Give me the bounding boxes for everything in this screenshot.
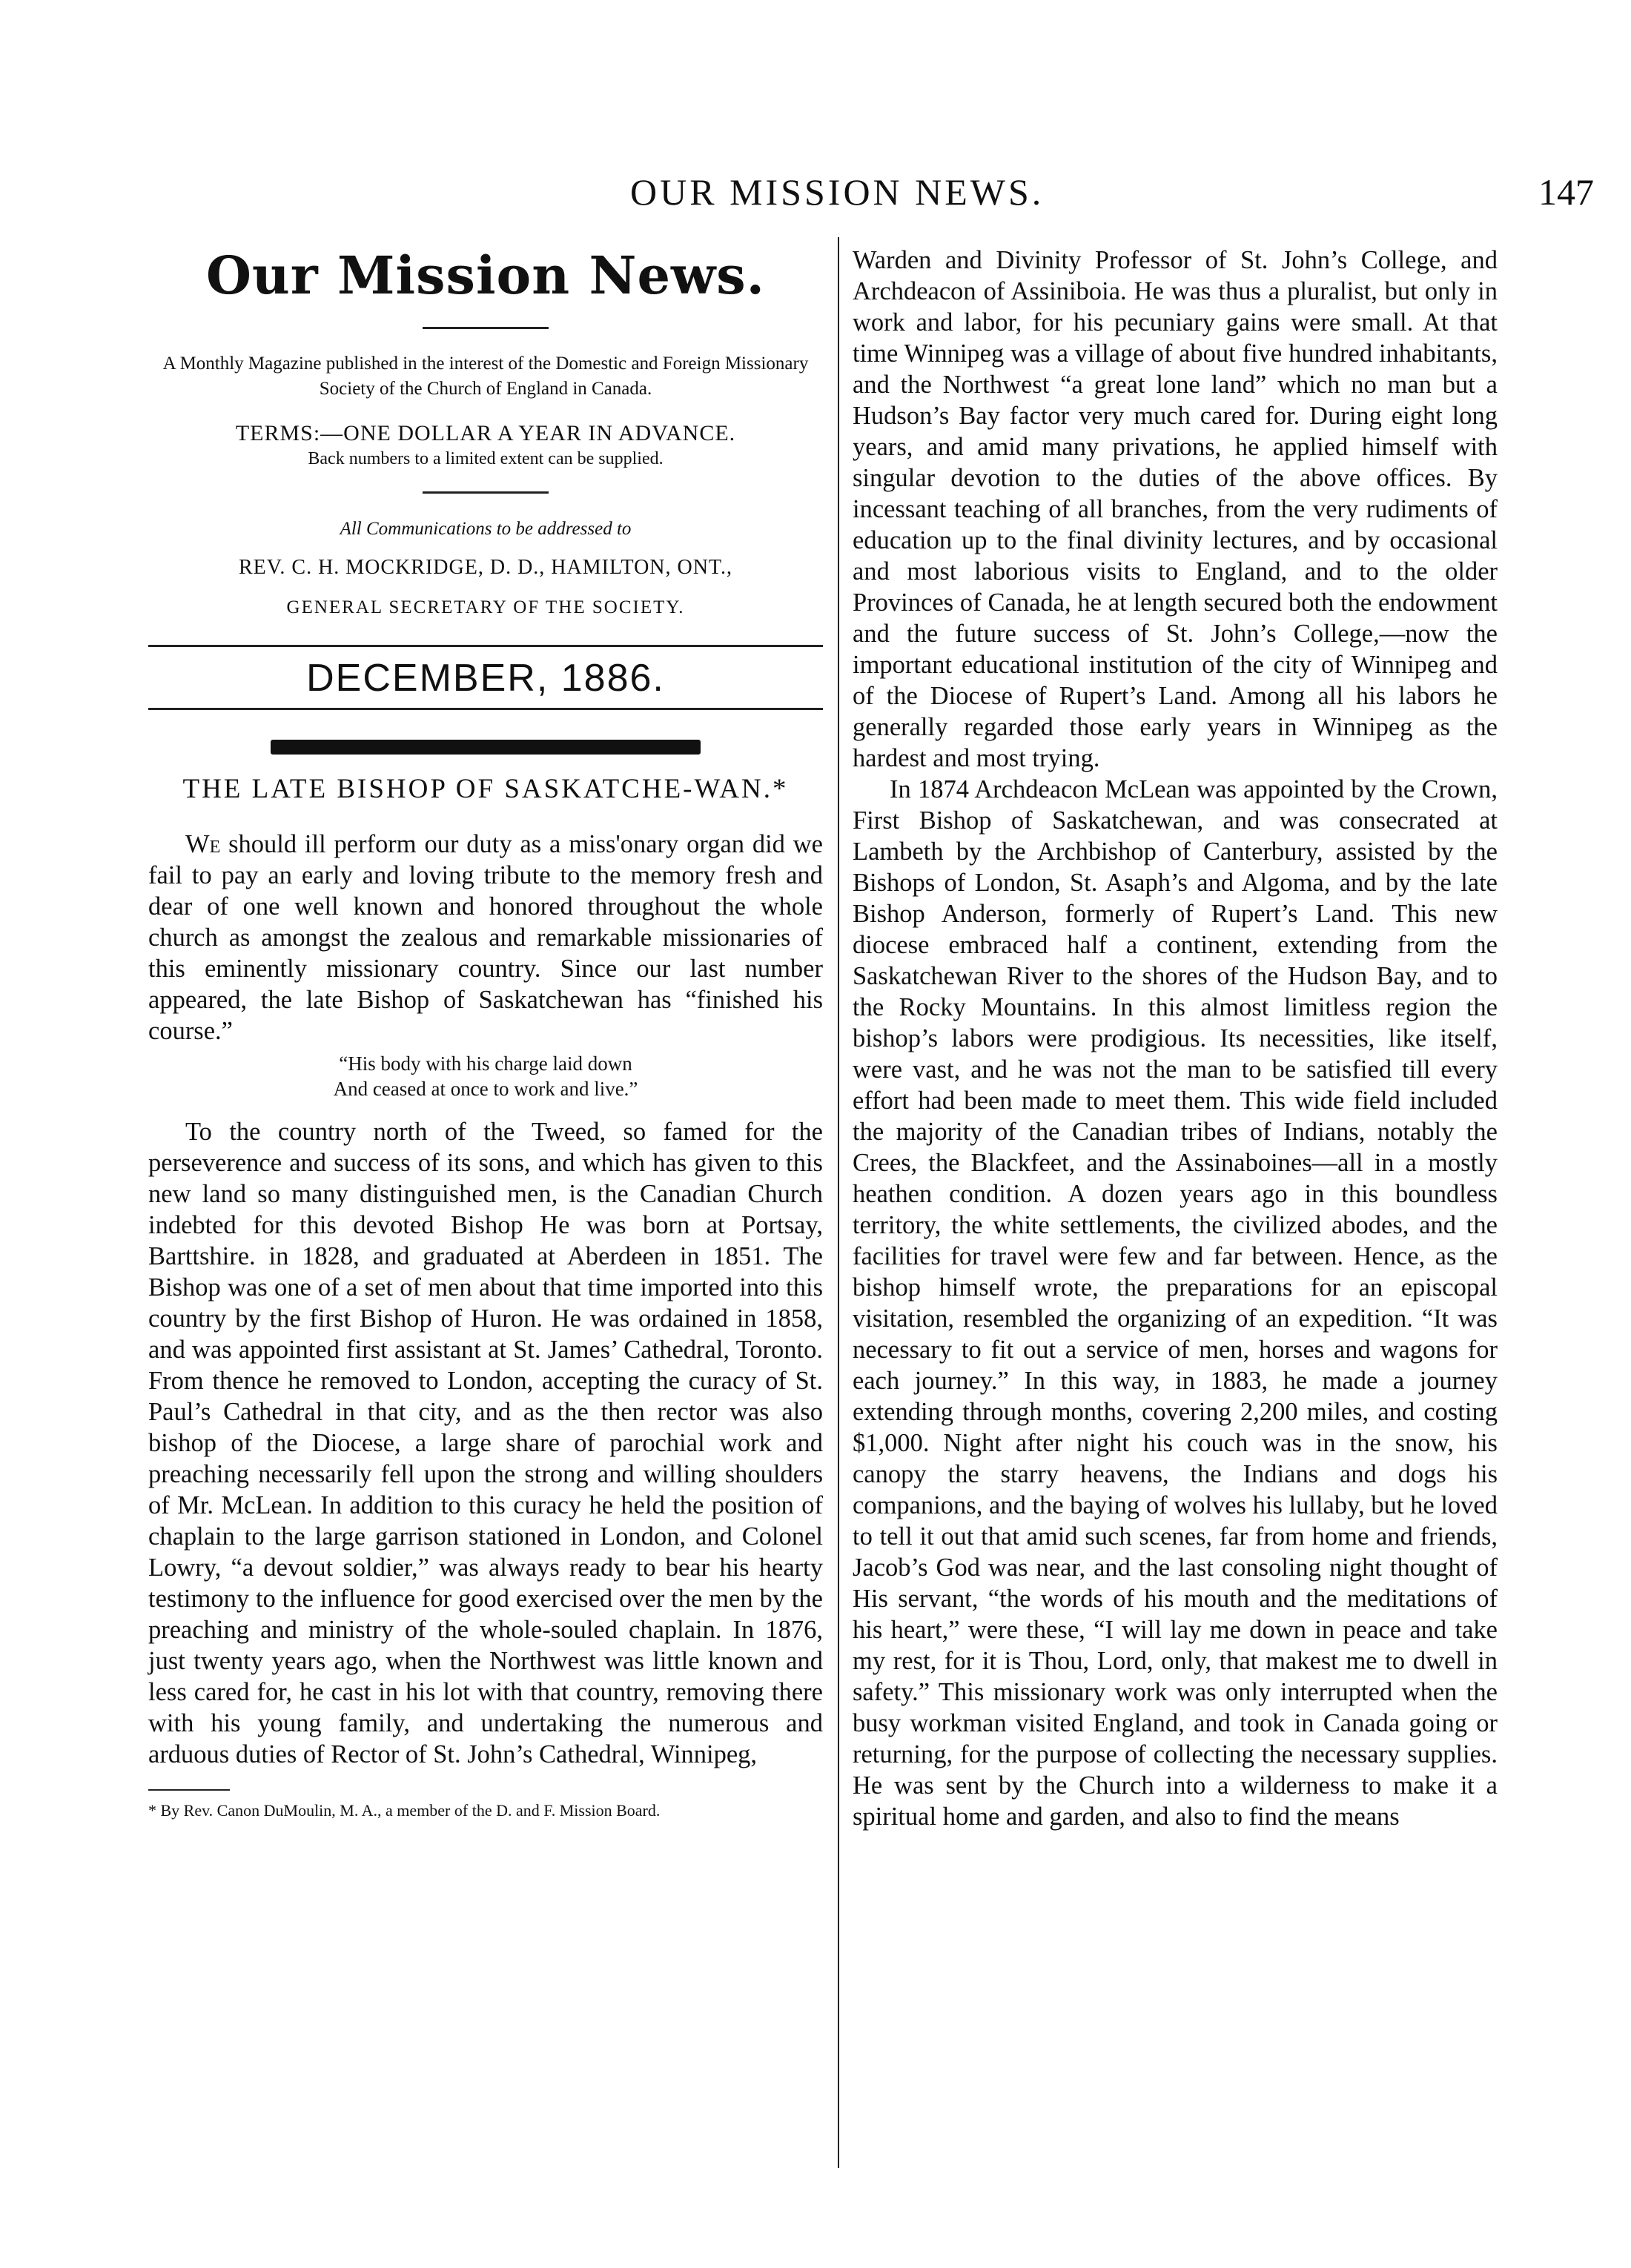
left-column bbox=[148, 245, 823, 1820]
running-header bbox=[171, 170, 1594, 222]
verse-quote bbox=[148, 1051, 823, 1101]
page-number: 147 bbox=[1538, 171, 1594, 213]
back-numbers-note: Back numbers to a limited extent can be supplied. bbox=[308, 449, 664, 468]
section-divider-bar bbox=[271, 740, 701, 755]
issue-date: DECEMBER, 1886. bbox=[306, 657, 665, 700]
drop-word: We bbox=[185, 830, 221, 858]
article-paragraph-3: Warden and Divinity Professor of St. John’s College, and Archdeacon of Assiniboia. He was thus a pluralist, but only in work and labor, for his pecuniary gains were small. At that time Winnipeg was a village of about five hundred inhabitants, and the Northwest “a great lone land” which no man but a Hudson’s Bay factor very much cared for. During eight long years, and amid many privations, he applied himself with singular devotion to the duties of the above offices. By incessant teaching of all branches, from the very rudiments of education up to the final divinity lectures, and by occasional and most laborious visits to England, and to the older Provinces of Canada, he at length secured both the endowment and the future success of St. John’s College,—now the important educational institution of the city of Winnipeg and of the Diocese of Rupert’s Land. Among all his labors he generally regarded those early years in Winnipeg as the hardest and most trying. bbox=[853, 246, 1498, 772]
magazine-description: A Monthly Magazine published in the interest of the Domestic and Foreign Missionary Society of the Church of England in Canada. bbox=[162, 354, 809, 399]
terms-rule bbox=[423, 491, 549, 494]
quote-line-2: And ceased at once to work and live.” bbox=[333, 1078, 638, 1100]
masthead-title: Our Mission News. bbox=[205, 245, 766, 306]
right-column bbox=[853, 245, 1498, 1832]
article-paragraph-4: In 1874 Archdeacon McLean was appointed by the Crown, First Bishop of Saskatchewan, and was consecrated at Lambeth by the Archbishop of Canterbury, assisted by the Bishops of London, St. Asaph’s and Algoma, and by the late Bishop Anderson, formerly of Rupert’s Land. This new diocese embraced half a continent, extending from the Saskatchewan River to the shores of the Hudson Bay, and to the Rocky Mountains. In this almost limitless region the bishop’s labors were prodigious. Its necessities, like itself, were vast, and he was not the man to be satisfied till every effort had been made to meet them. This wide field included the majority of the Canadian tribes of Indians, notably the Crees, the Blackfeet, and the Assinaboines—all in a mostly heathen condition. A dozen years ago in this boundless territory, the white settlements, the civilized abodes, and the facilities for travel were few and far between. Hence, as the bishop himself wrote, the preparations for an episcopal visitation, resembled the organizing of an expedition. “It was necessary to fit out a service of men, horses and wagons for each journey.” In this way, in 1883, he made a journey extending through months, covering 2,200 miles, and costing $1,000. Night after night his couch was in the snow, his canopy the starry heavens, the Indians and dogs his companions, and the baying of wolves his lullaby, but he loved to tell it out that amid such scenes, far from home and friends, Jacob’s God was near, and the last consoling night thought of His servant, “the words of his mouth and the meditations of his heart,” were these, “I will lay me down in peace and take my rest, for it is Thou, Lord, only, that makest me to dwell in safety.” This missionary work was only interrupted when the busy workman visited England, and took in Canada going or returning, for the purpose of collecting the necessary supplies. He was sent by the Church into a wilderness to make it a spiritual home and garden, and also to find the means bbox=[853, 775, 1498, 1831]
article-paragraph-2: To the country north of the Tweed, so famed for the perseverence and success of its sons, and which has given to this new land so many distinguished men, is the Canadian Church indebted for this devoted Bishop He was born at Portsay, Barttshire. in 1828, and graduated at Aberdeen in 1851. The Bishop was one of a set of men about that time imported into this country by the first Bishop of Huron. He was ordained in 1858, and was appointed first assistant at St. James’ Cathedral, Toronto. From thence he removed to London, accepting the curacy of St. Paul’s Cathedral in that city, and as the then rector was also bishop of the Diocese, a large share of parochial work and preaching necessarily fell upon the strong and willing shoulders of Mr. McLean. In addition to this curacy he held the position of chaplain to the large garrison stationed in London, and Colonel Lowry, “a devout soldier,” was always ready to bear his hearty testimony to the influence for good exercised over the men by the preaching and ministry of the whole-souled chaplain. In 1876, just twenty years ago, when the Northwest was little known and less cared for, he cast in his lot with that country, removing there with his young family, and undertaking the numerous and arduous duties of Rector of St. John’s Cathedral, Winnipeg, bbox=[148, 1118, 823, 1768]
date-rule-bottom bbox=[148, 708, 823, 710]
masthead-rule bbox=[423, 327, 549, 329]
article-paragraph-1 bbox=[148, 829, 823, 1047]
communications-label: All Communications to be addressed to bbox=[340, 519, 632, 539]
secretary-title: GENERAL SECRETARY OF THE SOCIETY. bbox=[286, 597, 685, 617]
editor-address: REV. C. H. MOCKRIDGE, D. D., HAMILTON, ONT., bbox=[239, 556, 732, 579]
subscription-terms: TERMS:—ONE DOLLAR A YEAR IN ADVANCE. bbox=[235, 421, 736, 445]
column-divider bbox=[838, 237, 839, 2168]
date-rule-top bbox=[148, 645, 823, 647]
footnote: * By Rev. Canon DuMoulin, M. A., a member of the D. and F. Mission Board. bbox=[148, 1801, 661, 1820]
article-title: THE LATE BISHOP OF SASKATCHE-WAN.* bbox=[182, 774, 789, 804]
paragraph-1-text: should ill perform our duty as a miss'onary organ did we fail to pay an early and loving tribute to the memory fresh and dear of one well known and honored throughout the whole church as amongst the zealous and remarkable missionaries of this eminently missionary country. Since our last number appeared, the late Bishop of Saskatchewan has “finished his course.” bbox=[148, 830, 823, 1045]
running-title: OUR MISSION NEWS. bbox=[630, 171, 1045, 213]
quote-line-1: “His body with his charge laid down bbox=[339, 1052, 632, 1075]
footnote-rule bbox=[148, 1789, 230, 1791]
